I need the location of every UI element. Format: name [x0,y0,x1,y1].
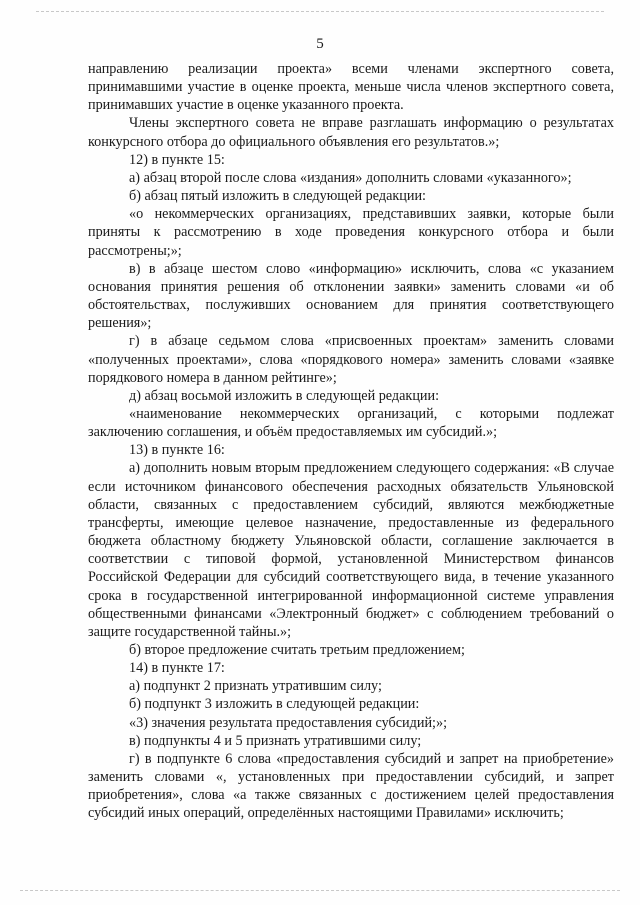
scan-edge-top [36,11,604,12]
paragraph: 12) в пункте 15: [129,151,225,168]
paragraph: «о некоммерческих организациях, представивших заявки, которые были приняты к рассмотрению в ходе проведения конкурсного отбора и были рассмотрены;»; [88,206,614,259]
paragraph: б) подпункт 3 изложить в следующей редакции: [129,696,420,713]
paragraph: д) абзац восьмой изложить в следующей редакции: [129,387,440,404]
paragraph: г) в абзаце седьмом слова «присвоенных проектам» заменить словами «полученных проектами», слова «порядкового номера» заменить словами «заявке порядкового номера в данном рейтинге»; [88,333,614,386]
document-body [88,60,614,823]
paragraph: 13) в пункте 16: [129,442,225,459]
paragraph: Члены экспертного совета не вправе разглашать информацию о результатах конкурсного отбора до официального объявления его результатов.»; [88,115,614,150]
scan-edge-bottom [20,890,620,891]
paragraph: «3) значения результата предоставления субсидий;»; [129,714,448,731]
paragraph: в) в абзаце шестом слово «информацию» исключить, слова «с указанием основания принятия решения об отклонении заявки» заменить словами «и об обстоятельствах, послуживших основанием для принятия соответствующего решения»; [88,260,614,332]
paragraph: направлению реализации проекта» всеми членами экспертного совета, принимавшими участие в оценке проекта, меньше числа членов экспертного совета, принимавших участие в оценке указанного проекта. [88,61,614,114]
paragraph: «наименование некоммерческих организаций, с которыми подлежат заключению соглашения, и объём предоставляемых им субсидий.»; [88,405,614,441]
paragraph: г) в подпункте 6 слова «предоставления субсидий и запрет на приобретение» заменить словами «, установленных при предоставлении субсидий, и запрет приобретения», слова «а также связанных с достижением целей предоставления субсидий иных операций, определённых настоящими Правилами» исключить; [88,750,614,822]
paragraph: в) подпункты 4 и 5 признать утратившими силу; [129,732,422,749]
paragraph: а) дополнить новым вторым предложением следующего содержания: «В случае если источником финансового обеспечения расходных обязательств Ульяновской области, связанных с предоставлением субсидий, являются межбюджетные трансферты, имеющие целевое назначение, предоставленные из федерального бюджета областному бюджету Ульяновской области, соглашение заключается в соответствии с типовой формой, установленной Министерством финансов Российской Федерации для субсидий соответствующего вида, в течение указанного срока в государственной интегрированной информационной системе управления общественными финансами «Электронный бюджет» с соблюдением требований о защите государственной тайны.»; [88,460,614,640]
page-number: 5 [316,36,324,52]
paragraph: б) абзац пятый изложить в следующей редакции: [129,188,427,205]
paragraph: 14) в пункте 17: [129,660,225,677]
paragraph: б) второе предложение считать третьим предложением; [129,642,465,658]
paragraph: а) абзац второй после слова «издания» дополнить словами «указанного»; [129,169,572,186]
paragraph: а) подпункт 2 признать утратившим силу; [129,678,382,695]
